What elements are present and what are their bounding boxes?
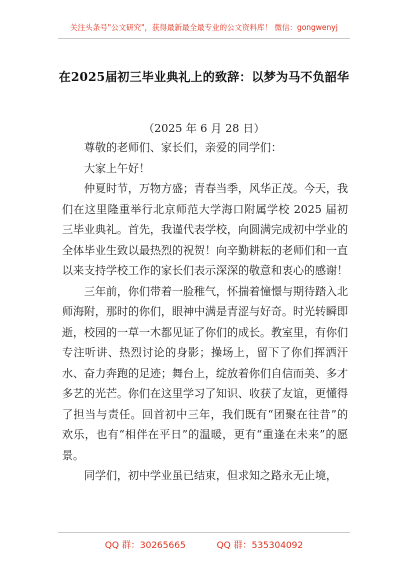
- footer-divider: [58, 532, 350, 533]
- footer-contact: [0, 538, 408, 551]
- body-paragraph: 三年前，你们带着一脸稚气，怀揣着憧憬与期待踏入北师海附，那时的你们，眼神中满是青涩与好奇。时光转瞬即逝，校园的一草一木都见证了你们的成长。教室里，有你们专注听讲、热烈讨论的身影；操场上，留下了你们挥洒汗水、奋力奔跑的足迹；舞台上，绽放着你们自信而美、多才多艺的光芒。你们在这里学习了知识、收获了友谊，更懂得了担当与责任。回首初中三年，我们既有“团聚在往昔”的欢乐，也有“相伴在平日”的温暖，更有“重逢在未来”的愿景。: [62, 284, 348, 462]
- document-body: [62, 138, 348, 487]
- footer-qq-group-1: QQ 群：30265665: [104, 541, 186, 551]
- body-paragraph: 同学们，初中学业虽已结束，但求知之路永无止境，: [84, 469, 337, 482]
- body-paragraph: 仲夏时节，万物方盛；青春当季，风华正茂。今天，我们在这里隆重举行北京师范大学海口附属学校 2025 届初三毕业典礼。首先，我谨代表学校，向圆满完成初中学业的全体毕业生致以最热烈的祝贺！向辛勤耕耘的老师们和一直以来支持学校工作的家长们表示深深的敬意和衷心的感谢！: [62, 182, 348, 277]
- header-divider: [58, 38, 350, 39]
- salutation-paragraph: 尊敬的老师们、家长们，亲爱的同学们：: [84, 141, 282, 154]
- footer-qq-group-2: QQ 群：535304092: [216, 541, 304, 551]
- header-note: 关注头条号"公文研究"，获得最新最全最专业的公文资料库！ 微信：gongwenyj: [70, 23, 338, 32]
- greeting-paragraph: 大家上午好！: [84, 161, 150, 175]
- document-title: 在2025届初三毕业典礼上的致辞：以梦为马不负韶华: [58, 70, 350, 84]
- document-date: （2025 年 6 月 28 日）: [143, 122, 265, 135]
